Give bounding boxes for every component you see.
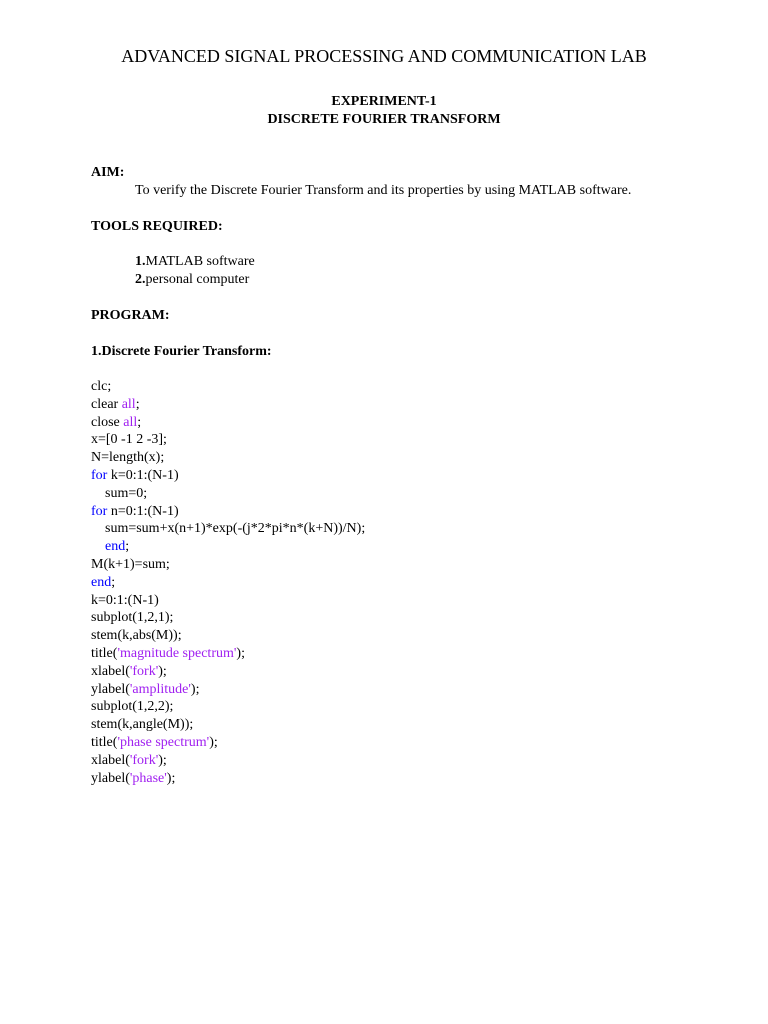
code-text: title( [91,645,118,661]
experiment-name: DISCRETE FOURIER TRANSFORM [267,112,501,127]
code-text: ); [209,734,218,750]
code-text: ); [190,681,200,697]
code-text: sum=0; [91,485,148,501]
code-string: all [121,396,136,412]
aim-heading: AIM: [91,165,125,180]
code-keyword: for [91,467,108,483]
code-line [91,396,365,414]
tool-item [135,253,255,271]
code-text: close [91,414,124,430]
code-line [91,378,365,396]
code-line [91,716,365,734]
code-text: title( [91,734,118,750]
code-text: k=0:1:(N-1) [91,592,159,608]
code-text: N=length(x); [91,450,165,466]
code-text: M(k+1)=sum; [91,556,170,572]
code-text: ; [137,414,142,430]
code-text: ); [166,770,176,786]
experiment-number: EXPERIMENT-1 [331,94,437,109]
code-string: 'phase spectrum' [117,734,210,750]
tool-item-number: 1. [135,254,146,269]
code-line [91,414,365,432]
code-line [91,734,365,752]
code-line [91,431,365,449]
code-keyword: for [91,503,108,519]
code-line [91,538,365,556]
code-text: ); [158,663,167,679]
code-text: xlabel( [91,752,130,768]
code-line [91,467,365,485]
code-text: xlabel( [91,663,130,679]
code-text: stem(k,abs(M)); [91,628,182,644]
code-line [91,556,365,574]
code-text: clear [91,396,122,412]
code-string: 'fork' [129,752,159,768]
code-string: 'magnitude spectrum' [117,645,237,661]
code-line [91,752,365,770]
code-text: ylabel( [91,681,130,697]
code-line [91,663,365,681]
code-text: ); [236,645,245,661]
code-text: k=0:1:(N-1) [107,467,179,483]
code-line [91,520,365,538]
code-text: subplot(1,2,2); [91,699,174,715]
code-text: ); [158,752,167,768]
code-text: subplot(1,2,1); [91,610,174,626]
code-line [91,574,365,592]
code-keyword: end [105,539,126,555]
code-text: sum=sum+x(n+1)*exp(-(j*2*pi*n*(k+N))/N); [91,521,366,537]
code-line [91,592,365,610]
lab-title: ADVANCED SIGNAL PROCESSING AND COMMUNICATION LAB [121,46,647,66]
tools-heading: TOOLS REQUIRED: [91,219,223,234]
code-line [91,681,365,699]
program-heading: PROGRAM: [91,308,170,323]
tool-item [135,271,249,289]
code-line [91,627,365,645]
code-line [91,609,365,627]
code-text [91,539,105,554]
tool-item-text: MATLAB software [145,254,255,269]
code-string: 'phase' [129,770,167,786]
code-text: ; [111,574,116,590]
code-text: stem(k,angle(M)); [91,717,194,733]
code-line [91,485,365,503]
tool-item-number: 2. [135,272,146,287]
code-line [91,698,365,716]
code-string: all [123,414,138,430]
code-text: x=[0 -1 2 -3]; [91,432,167,448]
dft-subheading: 1.Discrete Fourier Transform: [91,344,272,359]
code-line [91,449,365,467]
code-text: ; [135,396,140,412]
code-line [91,503,365,521]
code-text: ylabel( [91,770,130,786]
code-text: ; [125,539,130,555]
code-text: clc; [91,379,112,394]
aim-text: To verify the Discrete Fourier Transform and its properties by using MATLAB software. [135,183,632,198]
code-text: n=0:1:(N-1) [107,503,179,519]
code-block [91,378,365,787]
code-keyword: end [91,574,112,590]
code-string: 'fork' [129,663,159,679]
code-line [91,645,365,663]
tool-item-text: personal computer [145,272,250,287]
code-line [91,770,365,788]
code-string: 'amplitude' [129,681,191,697]
